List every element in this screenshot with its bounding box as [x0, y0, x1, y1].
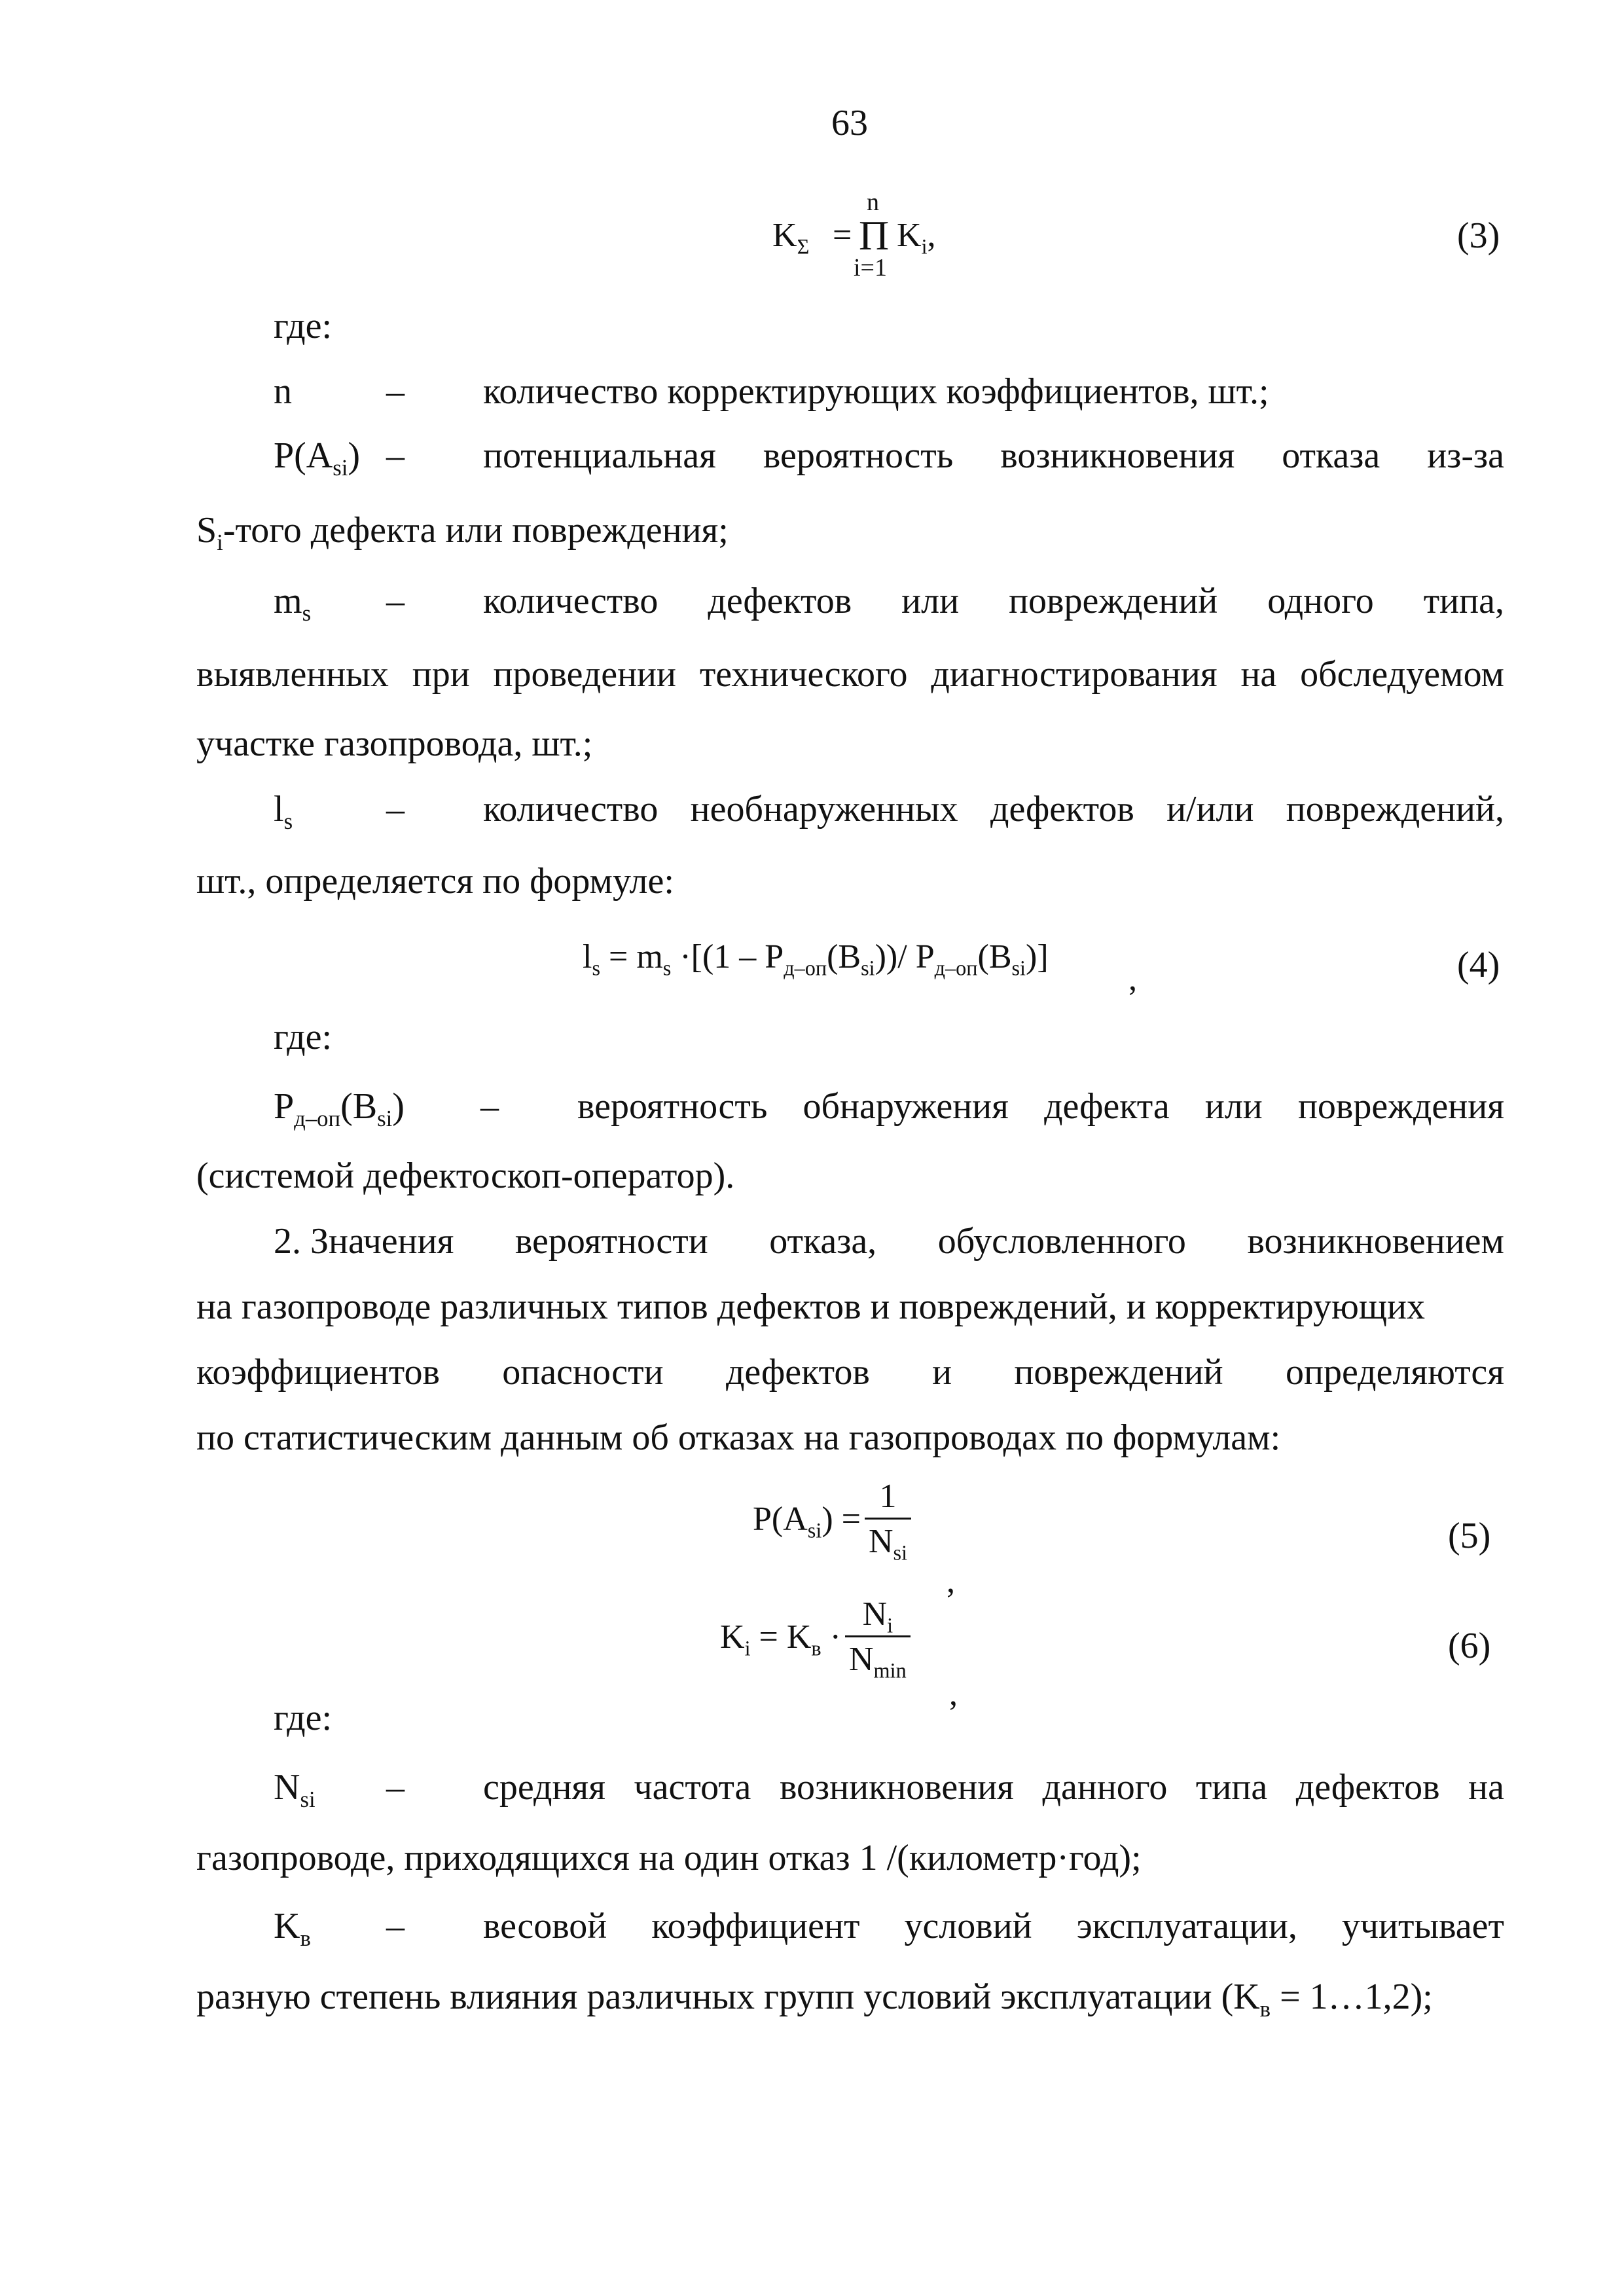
def-nsi-dash: –	[386, 1767, 405, 1808]
formula-6-lhs: $K_i = K_в$ ·	[720, 1618, 841, 1660]
def-ms-dash: –	[386, 581, 405, 621]
formula-5-denominator: $N_{si}$	[868, 1523, 908, 1565]
def-n-dash: –	[386, 371, 405, 412]
def-ls-dash: –	[386, 789, 405, 829]
formula-3-term: $K_i$,	[897, 217, 936, 259]
def-ms-text-line3: участке газопровода, шт.;	[196, 723, 593, 764]
formula-3-eq: =	[833, 217, 852, 254]
def-pdop-dash: –	[480, 1086, 499, 1127]
formula-3-lhs: $K_\Sigma$	[772, 217, 810, 259]
formula-5-numerator: 1	[865, 1480, 911, 1520]
def-ls-symbol: $l_s$	[274, 789, 293, 835]
formula-5-lhs: $P(A_{si})$ =	[753, 1500, 861, 1542]
def-pasi-dash: –	[386, 435, 405, 476]
equation-number-5: (5)	[1448, 1516, 1491, 1556]
formula-6-numerator: $N_i$	[845, 1597, 911, 1637]
def-pdop-symbol: $P_{д-оп}(B_{si})$	[274, 1086, 405, 1132]
def-ms-text-line1: количество дефектов или повреждений одного типа,	[483, 581, 1504, 621]
def-nsi-text-line2: газопроводе, приходящихся на один отказ 1 /(километр·год);	[196, 1838, 1142, 1878]
equation-number-6: (6)	[1448, 1626, 1491, 1666]
def-n-text: количество корректирующих коэффициентов, шт.;	[483, 371, 1269, 412]
formula-4: $l_s = m_s \cdot[(1 - P_{д-оп}(B_{si}))/$ $P_{д-оп}(B_{si})$]	[583, 938, 1049, 980]
formula-6-denominator: $N_{min}$	[848, 1641, 907, 1683]
where-label-1: где:	[274, 306, 333, 346]
formula-5	[753, 1478, 911, 1565]
formula-3-product-symbol: Π	[859, 212, 890, 259]
def-ls-text-line2: шт., определяется по формуле:	[196, 861, 674, 902]
def-kv-text-line2: разную степень влияния различных групп условий эксплуатации ($K_в$ = 1…1,2);	[196, 1977, 1433, 2022]
def-nsi-symbol: $N_{si}$	[274, 1767, 316, 1813]
paragraph-2-line1: 2. Значения вероятности отказа, обусловленного возникновением	[274, 1221, 1504, 1262]
equation-number-3: (3)	[1457, 215, 1500, 256]
def-pasi-symbol: $P(A_{si})$	[274, 435, 361, 481]
def-kv-symbol: $K_в$	[274, 1906, 311, 1952]
formula-6-tail: ,	[949, 1675, 958, 1713]
def-pasi-text: потенциальная вероятность возникновения отказа из-за	[483, 435, 1504, 476]
def-pdop-text-line1: вероятность обнаружения дефекта или повреждения	[577, 1086, 1504, 1127]
def-kv-dash: –	[386, 1906, 405, 1946]
formula-6-fraction	[845, 1595, 911, 1683]
formula-3-lower: i=1	[854, 254, 887, 282]
where-label-2: где:	[274, 1017, 333, 1057]
paragraph-2-line4: по статистическим данным об отказах на газопроводах по формулам:	[196, 1417, 1281, 1458]
paragraph-2-line2: на газопроводе различных типов дефектов и повреждений, и корректирующих	[196, 1286, 1425, 1327]
def-ls-text-line1: количество необнаруженных дефектов и/или повреждений,	[483, 789, 1504, 829]
formula-4-tail: ,	[1128, 960, 1137, 998]
def-ms-symbol: $m_s$	[274, 581, 312, 627]
formula-5-tail: ,	[947, 1563, 955, 1600]
formula-3-upper: n	[867, 189, 879, 216]
def-n-symbol: n	[274, 371, 292, 412]
def-nsi-text-line1: средняя частота возникновения данного типа дефектов на	[483, 1767, 1504, 1808]
page-number: 63	[831, 103, 868, 143]
equation-number-4: (4)	[1457, 945, 1500, 985]
def-ms-text-line2: выявленных при проведении технического диагностирования на обследуемом	[196, 654, 1504, 695]
def-pasi-continuation: $S_i$-того дефекта или повреждения;	[196, 510, 729, 556]
where-label-3: где:	[274, 1698, 333, 1738]
formula-5-fraction	[865, 1478, 911, 1565]
formula-6	[720, 1595, 911, 1683]
def-pdop-text-line2: (системой дефектоскоп-оператор).	[196, 1156, 735, 1196]
paragraph-2-line3: коэффициентов опасности дефектов и повреждений определяются	[196, 1352, 1504, 1393]
def-kv-text-line1: весовой коэффициент условий эксплуатации, учитывает	[483, 1906, 1504, 1946]
